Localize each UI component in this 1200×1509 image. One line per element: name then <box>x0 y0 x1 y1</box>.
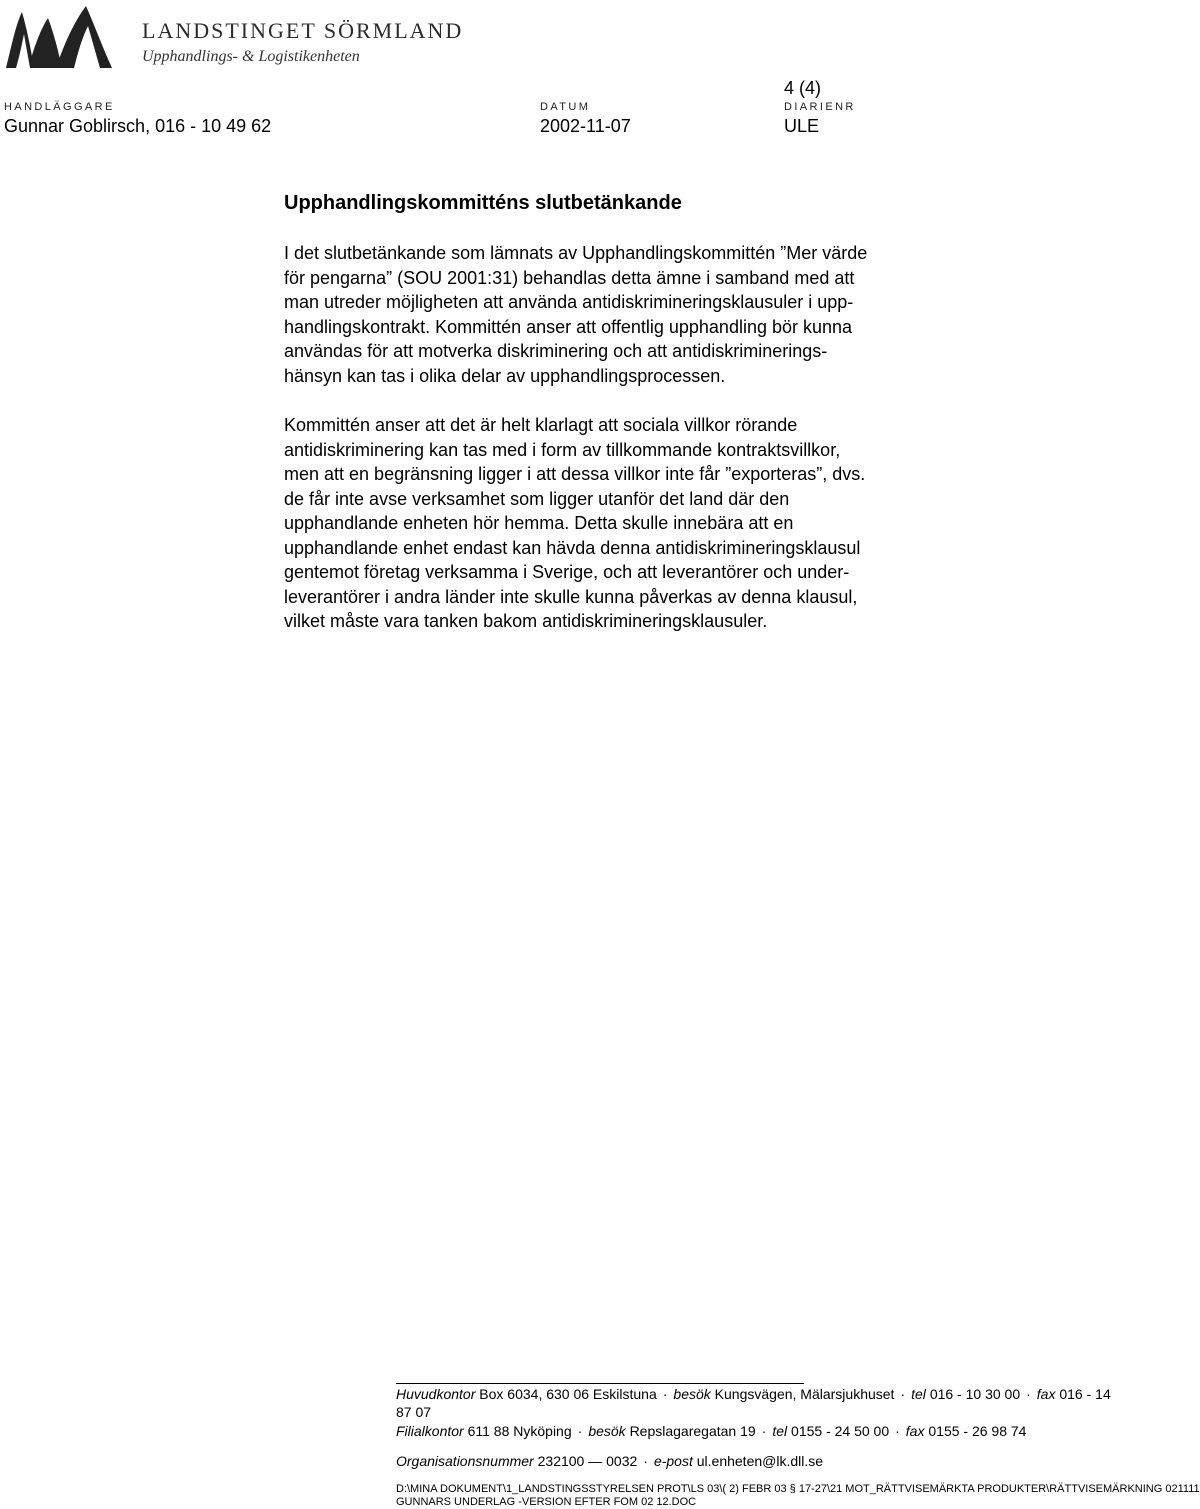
page-number: 4 (4) <box>784 78 822 98</box>
paragraph-line: leverantörer i andra länder inte skulle kunna påverkas av denna klausul, <box>284 586 858 607</box>
footer-huvudkontor-fax-cont: 87 07 <box>396 1404 432 1420</box>
filialkontor-tel: 0155 - 24 50 00 <box>791 1423 890 1439</box>
paragraph-2 <box>284 413 954 634</box>
bullet-separator-icon: · <box>662 1386 668 1402</box>
paragraph-line: hänsyn kan tas i olika delar av upphandlingsprocessen. <box>284 365 726 386</box>
handlaggare-label: HANDLÄGGARE <box>4 101 115 113</box>
organization-logo <box>4 4 464 70</box>
organisationsnummer-value: 232100 — 0032 <box>537 1453 638 1469</box>
paragraph-line: gentemot företag verksamma i Sverige, och att leverantörer och under- <box>284 562 850 582</box>
huvudkontor-label: Huvudkontor <box>396 1386 476 1402</box>
bullet-separator-icon: · <box>895 1423 900 1439</box>
bullet-separator-icon: · <box>1026 1386 1031 1402</box>
filialkontor-address: 611 88 Nyköping <box>467 1423 572 1439</box>
landstinget-logo-mark-icon <box>4 4 116 70</box>
datum-label: DATUM <box>540 101 591 113</box>
document-title: Upphandlingskommitténs slutbetänkande <box>284 192 682 214</box>
filialkontor-fax: 0155 - 26 98 74 <box>928 1423 1027 1439</box>
epost-label: e-post <box>653 1453 693 1469</box>
paragraph-1 <box>284 241 954 388</box>
datum-value: 2002-11-07 <box>540 116 631 136</box>
footer-divider <box>396 1383 804 1384</box>
bullet-separator-icon: · <box>577 1423 583 1439</box>
footer-organisation <box>396 1452 824 1470</box>
paragraph-line: antidiskriminering kan tas med i form av tillkommande kontraktsvillkor, <box>284 439 841 460</box>
tel-label: tel <box>772 1423 788 1439</box>
paragraph-line: upphandlande enhet endast kan hävda denna antidiskrimineringsklausul <box>284 537 861 558</box>
tel-label: tel <box>911 1386 926 1402</box>
footer-huvudkontor <box>396 1385 1111 1403</box>
bullet-separator-icon: · <box>643 1453 648 1469</box>
paragraph-line: men att en begränsning ligger i att dessa villkor inte får ”exporteras”, dvs. <box>284 464 866 484</box>
besok-label: besök <box>673 1386 711 1402</box>
besok-label: besök <box>588 1423 626 1439</box>
paragraph-line: användas för att motverka diskriminering och att antidiskriminerings- <box>284 341 828 361</box>
organization-name: LANDSTINGET SÖRMLAND <box>142 18 464 43</box>
footer-filialkontor <box>396 1422 1027 1440</box>
diarienr-label: DIARIENR <box>784 101 856 113</box>
paragraph-line: de får inte avse verksamhet som ligger utanför det land där den <box>284 488 790 509</box>
fax-label: fax <box>1036 1386 1056 1402</box>
file-path-line-1: D:\MINA DOKUMENT\1_LANDSTINGSSTYRELSEN PROT\LS 03\( 2) FEBR 03 § 17-27\21 MOT_RÄTTVISEMÄRKTA PRODUKTER\RÄTTVISEMÄRKNING 021111 <box>396 1483 1200 1495</box>
huvudkontor-besok: Kungsvägen, Mälarsjukhuset <box>714 1386 895 1402</box>
paragraph-line: för pengarna” (SOU 2001:31) behandlas detta ämne i samband med att <box>284 267 855 288</box>
epost-value: ul.enheten@lk.dll.se <box>696 1453 824 1469</box>
paragraph-line: I det slutbetänkande som lämnats av Upphandlingskommittén ”Mer värde <box>284 243 868 263</box>
fax-label: fax <box>905 1423 925 1439</box>
bullet-separator-icon: · <box>900 1386 906 1402</box>
paragraph-line: Kommittén anser att det är helt klarlagt att sociala villkor rörande <box>284 415 798 435</box>
organisationsnummer-label: Organisationsnummer <box>396 1453 534 1469</box>
bullet-separator-icon: · <box>761 1423 767 1439</box>
huvudkontor-tel: 016 - 10 30 00 <box>929 1386 1021 1402</box>
paragraph-line: handlingskontrakt. Kommittén anser att offentlig upphandling bör kunna <box>284 316 853 337</box>
paragraph-line: vilket måste vara tanken bakom antidiskrimineringsklausuler. <box>284 611 768 631</box>
huvudkontor-fax: 016 - 14 <box>1059 1386 1111 1402</box>
filialkontor-besok: Repslagaregatan 19 <box>629 1423 756 1439</box>
paragraph-line: upphandlande enheten hör hemma. Detta skulle innebära att en <box>284 513 794 533</box>
huvudkontor-address: Box 6034, 630 06 Eskilstuna <box>479 1386 657 1402</box>
handlaggare-value: Gunnar Goblirsch, 016 - 10 49 62 <box>4 116 272 136</box>
organization-unit: Upphandlings- & Logistikenheten <box>142 48 360 65</box>
filialkontor-label: Filialkontor <box>396 1423 464 1439</box>
file-path-line-2: GUNNARS UNDERLAG -VERSION EFTER FOM 02 12.DOC <box>396 1496 697 1508</box>
paragraph-line: man utreder möjligheten att använda antidiskrimineringsklausuler i upp- <box>284 292 854 312</box>
diarienr-value: ULE <box>784 116 820 136</box>
